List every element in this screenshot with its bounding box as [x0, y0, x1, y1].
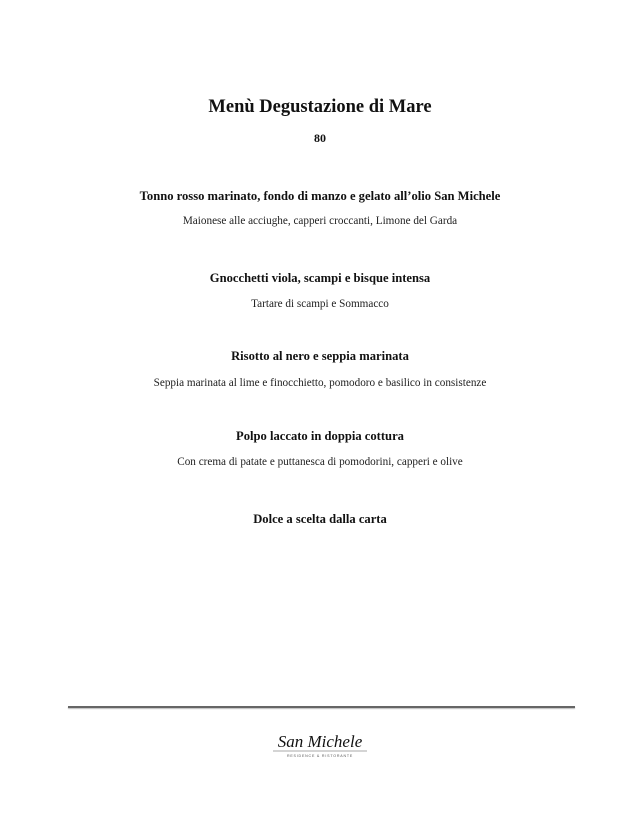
- menu-price: 80: [314, 131, 326, 145]
- svg-text:RESIDENCE & RISTORANTE: RESIDENCE & RISTORANTE: [286, 754, 354, 758]
- menu-title: Menù Degustazione di Mare: [208, 97, 432, 117]
- course-description: Tartare di scampi e Sommacco: [251, 298, 389, 310]
- course-description: Seppia marinata al lime e finocchietto, pomodoro e basilico in consistenze: [153, 377, 487, 389]
- course-name: Polpo laccato in doppia cottura: [236, 429, 404, 443]
- footer-divider: [68, 706, 575, 708]
- san-michele-logo: [270, 722, 370, 762]
- course-name: Tonno rosso marinato, fondo di manzo e gelato all’olio San Michele: [139, 189, 501, 203]
- svg-text:San Michele: San Michele: [277, 732, 363, 751]
- course-description: Maionese alle acciughe, capperi croccanti, Limone del Garda: [182, 215, 458, 227]
- course-name: Gnocchetti viola, scampi e bisque intensa: [209, 271, 431, 285]
- course-description: Con crema di patate e puttanesca di pomodorini, capperi e olive: [177, 456, 463, 468]
- course-name: Risotto al nero e seppia marinata: [231, 349, 409, 363]
- course-name: Dolce a scelta dalla carta: [253, 512, 387, 526]
